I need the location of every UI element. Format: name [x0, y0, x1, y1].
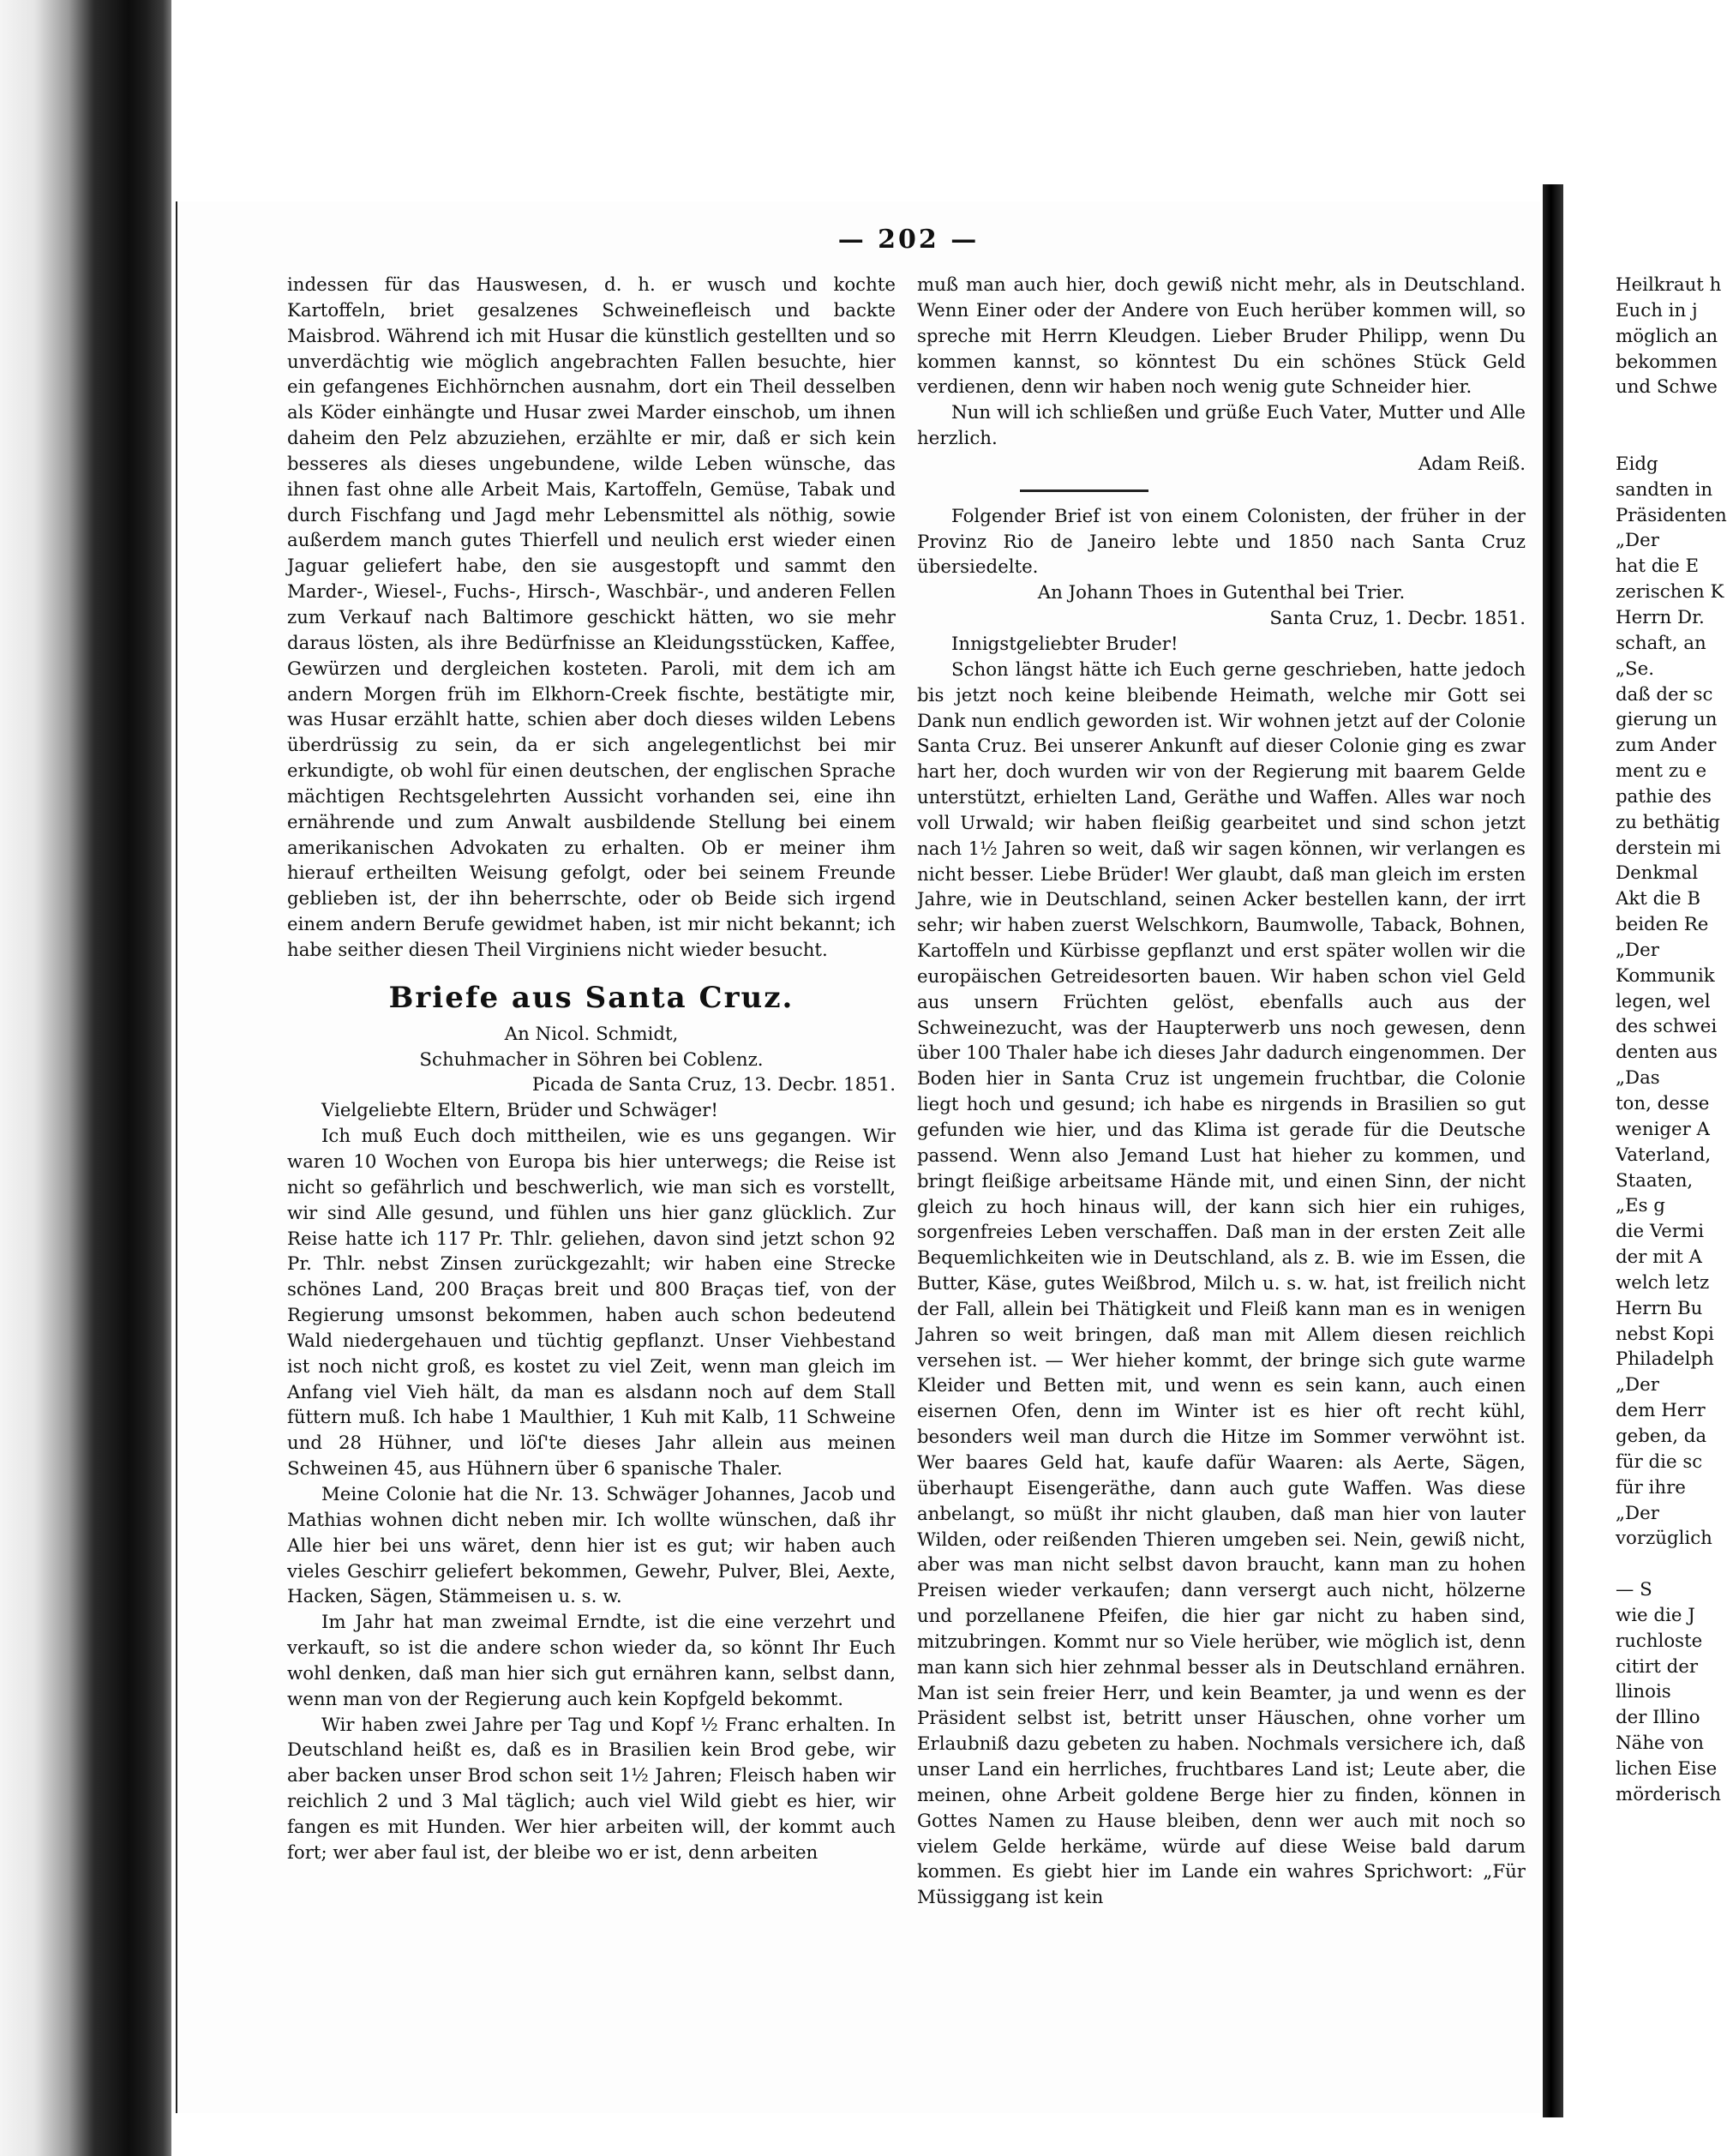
next-page-line: möglich an	[1616, 325, 1718, 347]
next-page-line: Herrn Bu	[1616, 1297, 1703, 1319]
letter-1-address-line-1: An Nicol. Schmidt,	[504, 1023, 679, 1045]
next-page-line: „Der	[1616, 1374, 1659, 1396]
next-page-line: Staaten,	[1616, 1169, 1694, 1192]
next-page-line: geben, da	[1616, 1425, 1707, 1447]
letter-2-paragraph: Schon längst hätte ich Euch gerne geschrieben, hatte jedoch bis jetzt noch keine bleibende Heimath, welche mir Gott sei Dank nun endlich geworden ist. Wir wohnen jetzt auf der Colonie Santa Cruz. Bei unserer Ankunft auf dieser Colonie ging es zwar hart her, doch wurden wir von der Regierung mit baarem Gelde unterstützt, erhielten Land, Geräthe und Waffen. Alles war noch voll Urwald; wir haben fleißig gearbeitet und sind schon jetzt nach 1½ Jahren so weit, daß wir sagen können, wir verlangen es nicht besser. Liebe Brüder! Wer glaubt, daß man gleich im ersten Jahre, wie in Deutschland, seinen Acker bestellen kann, der irrt sehr; wir haben zuerst Welschkorn, Baumwolle, Taback, Bohnen, Kartoffeln und Kürbisse gepflanzt und erst später wollen wir die europäischen Getreidesorten bauen. Wir haben schon viel Geld aus unsern Früchten gelöst, ebenfalls auch aus der Schweinezucht, was der Haupterwerb uns noch gewesen, denn über 100 Thaler habe ich dieses Jahr dadurch eingenommen. Der Boden hier in Santa Cruz ist ungemein fruchtbar, die Colonie liegt hoch und gesund; ich habe es nirgends in Brasilien so gut gefunden wie hier, und das Klima ist gerade für die Deutsche passend. Wenn also Jemand Lust hat hieher zu kommen, und bringt fleißige arbeitsame Hände mit, und einen Sinn, der nicht gleich zu hoch hinaus will, der kann sich hier ein ruhiges, sorgenfreies Leben verschaffen. Daß man in der ersten Zeit alle Bequemlichkeiten wie in Deutschland, als z. B. wie im Essen, die Butter, Käse, gutes Weißbrod, Milch u. s. w. hat, ist freilich nicht der Fall, allein bei Thätigkeit und Fleiß kann man es in wenigen Jahren so weit bringen, daß man mit Allem diesen reichlich versehen ist. — Wer hieher kommt, der bringe sich gute warme Kleider und Betten mit, und wenn es sein kann, auch einen eisernen Ofen, denn im Winter ist es hier oft recht kühl, besonders weil man durch die Hitze im Sommer verwöhnt ist. Wer baares Geld hat, kaufe dafür Waaren: als Aerte, Sägen, überhaupt Eisengeräthe, dann auch gute Waffen. Was diese anbelangt, so müßt ihr nicht glauben, daß man hier von lauter Wilden, oder reißenden Thieren umgeben sei. Nein, gewiß nicht, aber was man nicht selbst davon braucht, kann man zu hohen Preisen wieder verkaufen; dann versergt auch nicht, hölzerne und porzellanene Pfeifen, die hier gar nicht zu haben sind, mitzubringen. Kommt nur so Viele herüber, wie möglich ist, denn man kann sich hier zehnmal besser als in Deutschland ernähren. Man ist sein freier Herr, und kein Beamter, ja und wenn es der Präsident selbst ist, betritt unser Häuschen, ohne vorher um Erlaubniß dazu gebeten zu haben. Nochmals versichere ich, daß unser Land ein herrliches, fruchtbares Land ist; Leute aber, die meinen, ohne Arbeit goldene Berge hier zu finden, können in Gottes Namen zu Hause bleiben, denn wer auch mit noch so vielem Gelde herkäme, würde auf diese Weise bald darum kommen. Es giebt hier im Lande ein wahres Sprichwort: „Für Müssiggang ist kein	[917, 658, 1526, 1909]
next-page-line: Präsidenten	[1616, 504, 1727, 526]
next-page-line: schaft, an	[1616, 632, 1706, 654]
letter-1-paragraph: Im Jahr hat man zweimal Erndte, ist die eine verzehrt und verkauft, so ist die andere schon wieder da, so könnt Ihr Euch wohl denken, daß man hier sich gut ernähren kann, selbst dann, wenn man von der Regierung auch kein Kopfgeld bekommt.	[287, 1612, 896, 1710]
next-page-line	[1616, 426, 1714, 452]
letter-1-continuation: muß man auch hier, doch gewiß nicht mehr, als in Deutschland. Wenn Einer oder der Andere von Euch herüber kommen will, so spreche mit Herrn Kleudgen. Lieber Bruder Philipp, wenn Du kommen kannst, so könntest Du ein schönes Stück Geld verdienen, denn wir haben noch wenig gute Schneider hier.	[917, 274, 1526, 399]
next-page-line: bekommen	[1616, 351, 1718, 373]
next-page-line: zu bethätig	[1616, 811, 1720, 833]
letter-1-paragraph: Meine Colonie hat die Nr. 13. Schwäger Johannes, Jacob und Mathias wohnen dicht neben mir. Ich wollte wünschen, daß ihr Alle hier bei uns wäret, denn hier ist es gut; wir haben auch vieles Geschirr geliefert bekommen, Gewehr, Pulver, Blei, Aexte, Hacken, Sägen, Stämmeisen u. s. w.	[287, 1483, 896, 1608]
next-page-line: legen, wel	[1616, 990, 1711, 1012]
next-page-line: pathie des	[1616, 785, 1712, 808]
next-page-line	[1616, 1552, 1714, 1577]
next-page-line: Vaterland,	[1616, 1144, 1712, 1166]
next-page-line: zerischen K	[1616, 581, 1724, 604]
letter-2-address: An Johann Thoes in Gutenthal bei Trier.	[1037, 582, 1406, 604]
letter-1-paragraph: Wir haben zwei Jahre per Tag und Kopf ½ Franc erhalten. In Deutschland heißt es, daß es in Brasilien kein Brod gebe, wir aber backen unser Brod schon seit 1½ Jahren; Fleisch haben wir reichlich 2 und 3 Mal täglich; auch viel Wild giebt es hier, wir fangen es mit Hunden. Wer hier arbeiten will, der kommt auch fort; wer aber faul ist, der bleibe wo er ist, denn arbeiten	[287, 1714, 896, 1864]
next-page-line: Philadelph	[1616, 1348, 1714, 1371]
next-page-line: der Illino	[1616, 1707, 1700, 1729]
next-page-line: des schwei	[1616, 1016, 1718, 1038]
next-page-line: llinois	[1616, 1681, 1671, 1703]
next-page-line: daß der sc	[1616, 683, 1713, 706]
next-page-line: nebst Kopi	[1616, 1323, 1714, 1345]
book-binding-gutter	[1543, 184, 1563, 2117]
next-page-line: ruchloste	[1616, 1630, 1703, 1652]
next-page-line: „Das	[1616, 1067, 1660, 1090]
letter-1-salutation: Vielgeliebte Eltern, Brüder und Schwäger!	[321, 1100, 718, 1122]
letter-1-greeting: Nun will ich schließen und grüße Euch Vater, Mutter und Alle herzlich.	[917, 402, 1526, 450]
next-page-line: „Der	[1616, 939, 1659, 961]
left-column	[287, 273, 896, 1866]
next-page-line: vorzüglich	[1616, 1528, 1712, 1550]
left-intro-paragraph: indessen für das Hauswesen, d. h. er wusch und kochte Kartoffeln, briet gesalzenes Schweinefleisch und backte Maisbrod. Während ich mit Husar die künstlich gestellten und so unverdächtig wie möglich angebrachten Fallen besuchte, hier ein gefangenes Eichhörnchen ausnahm, dort ein Theil desselben als Köder einhängte und Husar zwei Marder einschob, um ihnen daheim den Pelz abzuziehen, erzählte er mir, daß er sich kein besseres als dieses ungebundene, wilde Leben wünsche, das ihnen fast ohne alle Arbeit Mais, Kartoffeln, Gemüse, Tabak und durch Fischfang und Jagd mehr Lebensmittel als nöthig, sowie außerdem manch gutes Thierfell und neulich erst wieder einen Jaguar geliefert habe, den sie ausgestopft und sammt den Marder-, Wiesel-, Fuchs-, Hirsch-, Waschbär-, und anderen Fellen zum Verkauf nach Baltimore geschickt hätten, wo sie mehr daraus lösten, als ihre Bedürfnisse an Kleidungsstücken, Kaffee, Gewürzen und dergleichen kosteten. Paroli, mit dem ich am andern Morgen früh im Elkhorn-Creek fischte, bestätigte mir, was Husar erzählt hatte, schien aber doch dieses wilden Lebens überdrüssig zu sein, da er sich angelegentlichst bei mir erkundigte, ob wohl für einen deutschen, der englischen Sprache mächtigen Rechtsgelehrten Aussicht vorhanden sei, eine ihn ernährende und zum Anwalt ausbildende Stellung bei einem amerikanischen Advokaten zu erhalten. Ob er meiner ihm hierauf ertheilten Weisung gefolgt, oder bei seinem Freunde geblieben ist, der ihn beherrschte, oder ob Beide sich irgend einem andern Berufe gewidmet haben, ist mir nicht bekannt; ich habe seither diesen Theil Virginiens nicht wieder besucht.	[287, 274, 896, 961]
letter-1-paragraph: Ich muß Euch doch mittheilen, wie es uns gegangen. Wir waren 10 Wochen von Europa bis hier unterwegs; die Reise ist nicht so gefährlich und beschwerlich, wie man sich es vorstellt, wir sind Alle gesund, und fühlen uns hier ganz glücklich. Zur Reise hatte ich 117 Pr. Thlr. geliehen, davon sind jetzt schon 92 Pr. Thlr. nebst Zinsen zurückgezahlt; wir haben eine Strecke schönes Land, 200 Braças breit und 800 Braças tief, von der Regierung umsonst bekommen, haben auch schon bedeutend Wald niedergehauen und tüchtig gepflanzt. Unser Viehbestand ist noch nicht groß, es kostet zu viel Zeit, wenn man gleich im Anfang viel Vieh hält, da man es alsdann noch auf dem Stall füttern muß. Ich habe 1 Maulthier, 1 Kuh mit Kalb, 11 Schweine und 28 Hühner, und löſ'te dieses Jahr allein aus meinen Schweinen 45, aus Hühnern über 6 spanische Thaler.	[287, 1126, 896, 1480]
next-page-line: wie die J	[1616, 1604, 1695, 1626]
next-page-line: der mit A	[1616, 1246, 1702, 1269]
article-heading: Briefe aus Santa Cruz.	[388, 980, 795, 1015]
next-page-line: Kommunik	[1616, 964, 1715, 987]
right-column	[917, 273, 1526, 1911]
next-page-line: „Der	[1616, 1502, 1659, 1524]
letter-2-intro: Folgender Brief ist von einem Colonisten, der früher in der Provinz Rio de Janeiro lebte und 1850 nach Santa Cruz übersiedelte.	[917, 505, 1526, 579]
next-page-line: zum Ander	[1616, 735, 1717, 757]
letter-2-place-date: Santa Cruz, 1. Decbr. 1851.	[1269, 608, 1526, 630]
next-page-line: dem Herr	[1616, 1400, 1706, 1422]
next-page-line: citirt der	[1616, 1655, 1699, 1678]
next-page-line: lichen Eise	[1616, 1757, 1718, 1780]
book-edge-shadow	[0, 0, 171, 2156]
next-page-line: gierung un	[1616, 709, 1718, 731]
next-page-line: „Der	[1616, 530, 1659, 552]
next-page-line: „Se.	[1616, 658, 1654, 680]
page-number: — 202 —	[837, 225, 980, 255]
letter-1-closing	[917, 400, 1526, 452]
next-page-line: derstein mi	[1616, 837, 1721, 859]
next-page-line: mörderisch	[1616, 1783, 1721, 1805]
next-page-line: für ihre	[1616, 1476, 1686, 1498]
next-page-line: Eidg	[1616, 453, 1658, 475]
next-page-line: und Schwe	[1616, 376, 1718, 399]
next-page-line: Akt die B	[1616, 888, 1701, 910]
letter-2-salutation: Innigstgeliebter Bruder!	[951, 633, 1178, 655]
next-page-line: ment zu e	[1616, 760, 1707, 783]
next-page-line: Nähe von	[1616, 1733, 1704, 1755]
next-page-line	[1616, 400, 1714, 426]
letter-1-place-date: Picada de Santa Cruz, 13. Decbr. 1851.	[531, 1074, 896, 1096]
next-page-line: — S	[1616, 1579, 1652, 1601]
next-page-line: ton, desse	[1616, 1093, 1710, 1114]
next-page-line: Euch in j	[1616, 299, 1698, 321]
section-divider	[1020, 489, 1148, 492]
letter-1-address-line-2: Schuhmacher in Söhren bei Coblenz.	[419, 1048, 764, 1071]
next-page-line: weniger A	[1616, 1118, 1710, 1140]
next-page-line: denten aus	[1616, 1042, 1718, 1064]
next-page-line: welch letz	[1616, 1271, 1710, 1294]
next-page-line: die Vermi	[1616, 1221, 1705, 1243]
next-page-line: Heilkraut h	[1616, 274, 1722, 296]
next-page-fragment	[1616, 273, 1727, 1808]
next-page-line: für die sc	[1616, 1450, 1703, 1473]
next-page-line: hat die E	[1616, 556, 1700, 578]
next-page-line: beiden Re	[1616, 914, 1709, 936]
next-page-line: sandten in	[1616, 478, 1713, 501]
letter-1-signature: Adam Reiß.	[1418, 453, 1526, 475]
next-page-line: „Es g	[1616, 1195, 1665, 1217]
next-page-line: Denkmal	[1616, 862, 1699, 885]
next-page-line: Herrn Dr.	[1616, 606, 1705, 628]
